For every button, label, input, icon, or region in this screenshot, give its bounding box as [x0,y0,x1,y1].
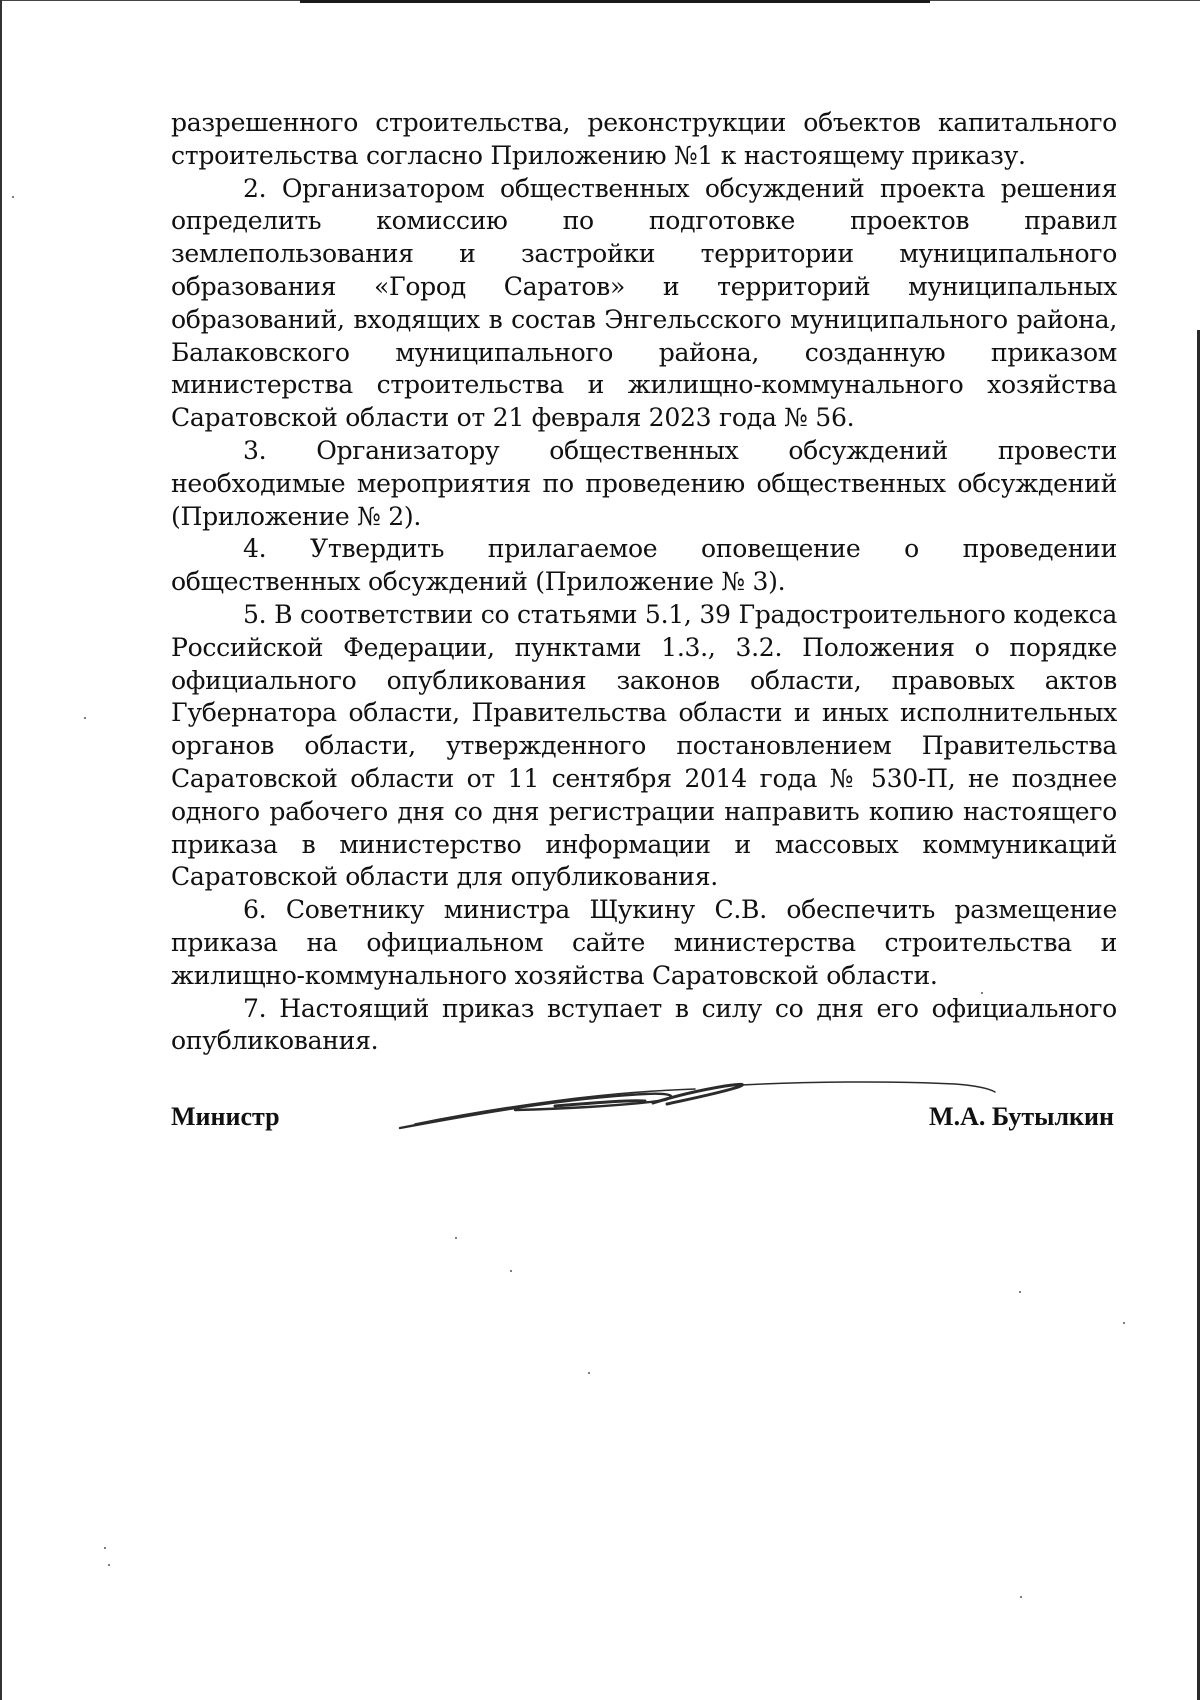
scan-border-left [0,0,2,1700]
paragraph-item-7: 7. Настоящий приказ вступает в силу со дня его официального опубликования. [171,993,1117,1056]
scan-speck [1020,1596,1022,1598]
signature-block [171,1097,1117,1137]
scan-border-top-mark [300,0,930,3]
scan-speck [84,717,86,719]
scan-speck [510,1270,512,1272]
paragraph-item-6: 6. Советнику министра Щукину С.В. обеспечить размещение приказа на официальном сайте министерства строительства и жилищно-коммунального хозяйства Саратовской области. [171,895,1117,990]
signatory-title: Министр [171,1102,280,1131]
paragraph-continuation: разрешенного строительства, реконструкции объектов капитального строительства согласно Приложению №1 к настоящему приказу. [171,108,1117,170]
scan-speck [1123,1322,1125,1324]
scan-speck [1019,1291,1021,1293]
scan-speck [108,1564,110,1566]
scan-speck [104,1547,106,1549]
document-body [171,107,1117,1058]
paragraph-item-3: 3. Организатору общественных обсуждений провести необходимые мероприятия по проведению общественных обсуждений (Приложение № 2). [171,435,1117,531]
paragraph-item-5: 5. В соответствии со статьями 5.1, 39 Градостроительного кодекса Российской Федерации, пунктами 1.3., 3.2. Положения о порядке официального опубликования законов области, правовых актов Губернатора области, Правительства области и иных исполнительных органов области, утвержденного постановлением Правительства Саратовской области от 11 сентября 2014 года № 530-П, не позднее одного рабочего дня со дня регистрации направить копию настоящего приказа в министерство информации и массовых коммуникаций Саратовской области для опубликования. [171,599,1117,892]
scan-speck [12,196,14,198]
paragraph-item-4: 4. Утвердить прилагаемое оповещение о проведении общественных обсуждений (Приложение № 3). [171,534,1117,597]
scan-speck [455,1237,457,1239]
paragraph-item-2: 2. Организатором общественных обсуждений проекта решения определить комиссию по подготовке проектов правил землепользования и застройки территории муниципального образования «Город Саратов» и территорий муниципальных образований, входящих в состав Энгельсского муниципального района, Балаковского муниципального района, созданную приказом министерства строительства и жилищно-коммунального хозяйства Саратовской области от 21 февраля 2023 года № 56. [171,173,1117,433]
scan-speck [981,992,983,994]
signatory-name: М.А. Бутылкин [929,1102,1114,1131]
scan-speck [588,1372,590,1374]
